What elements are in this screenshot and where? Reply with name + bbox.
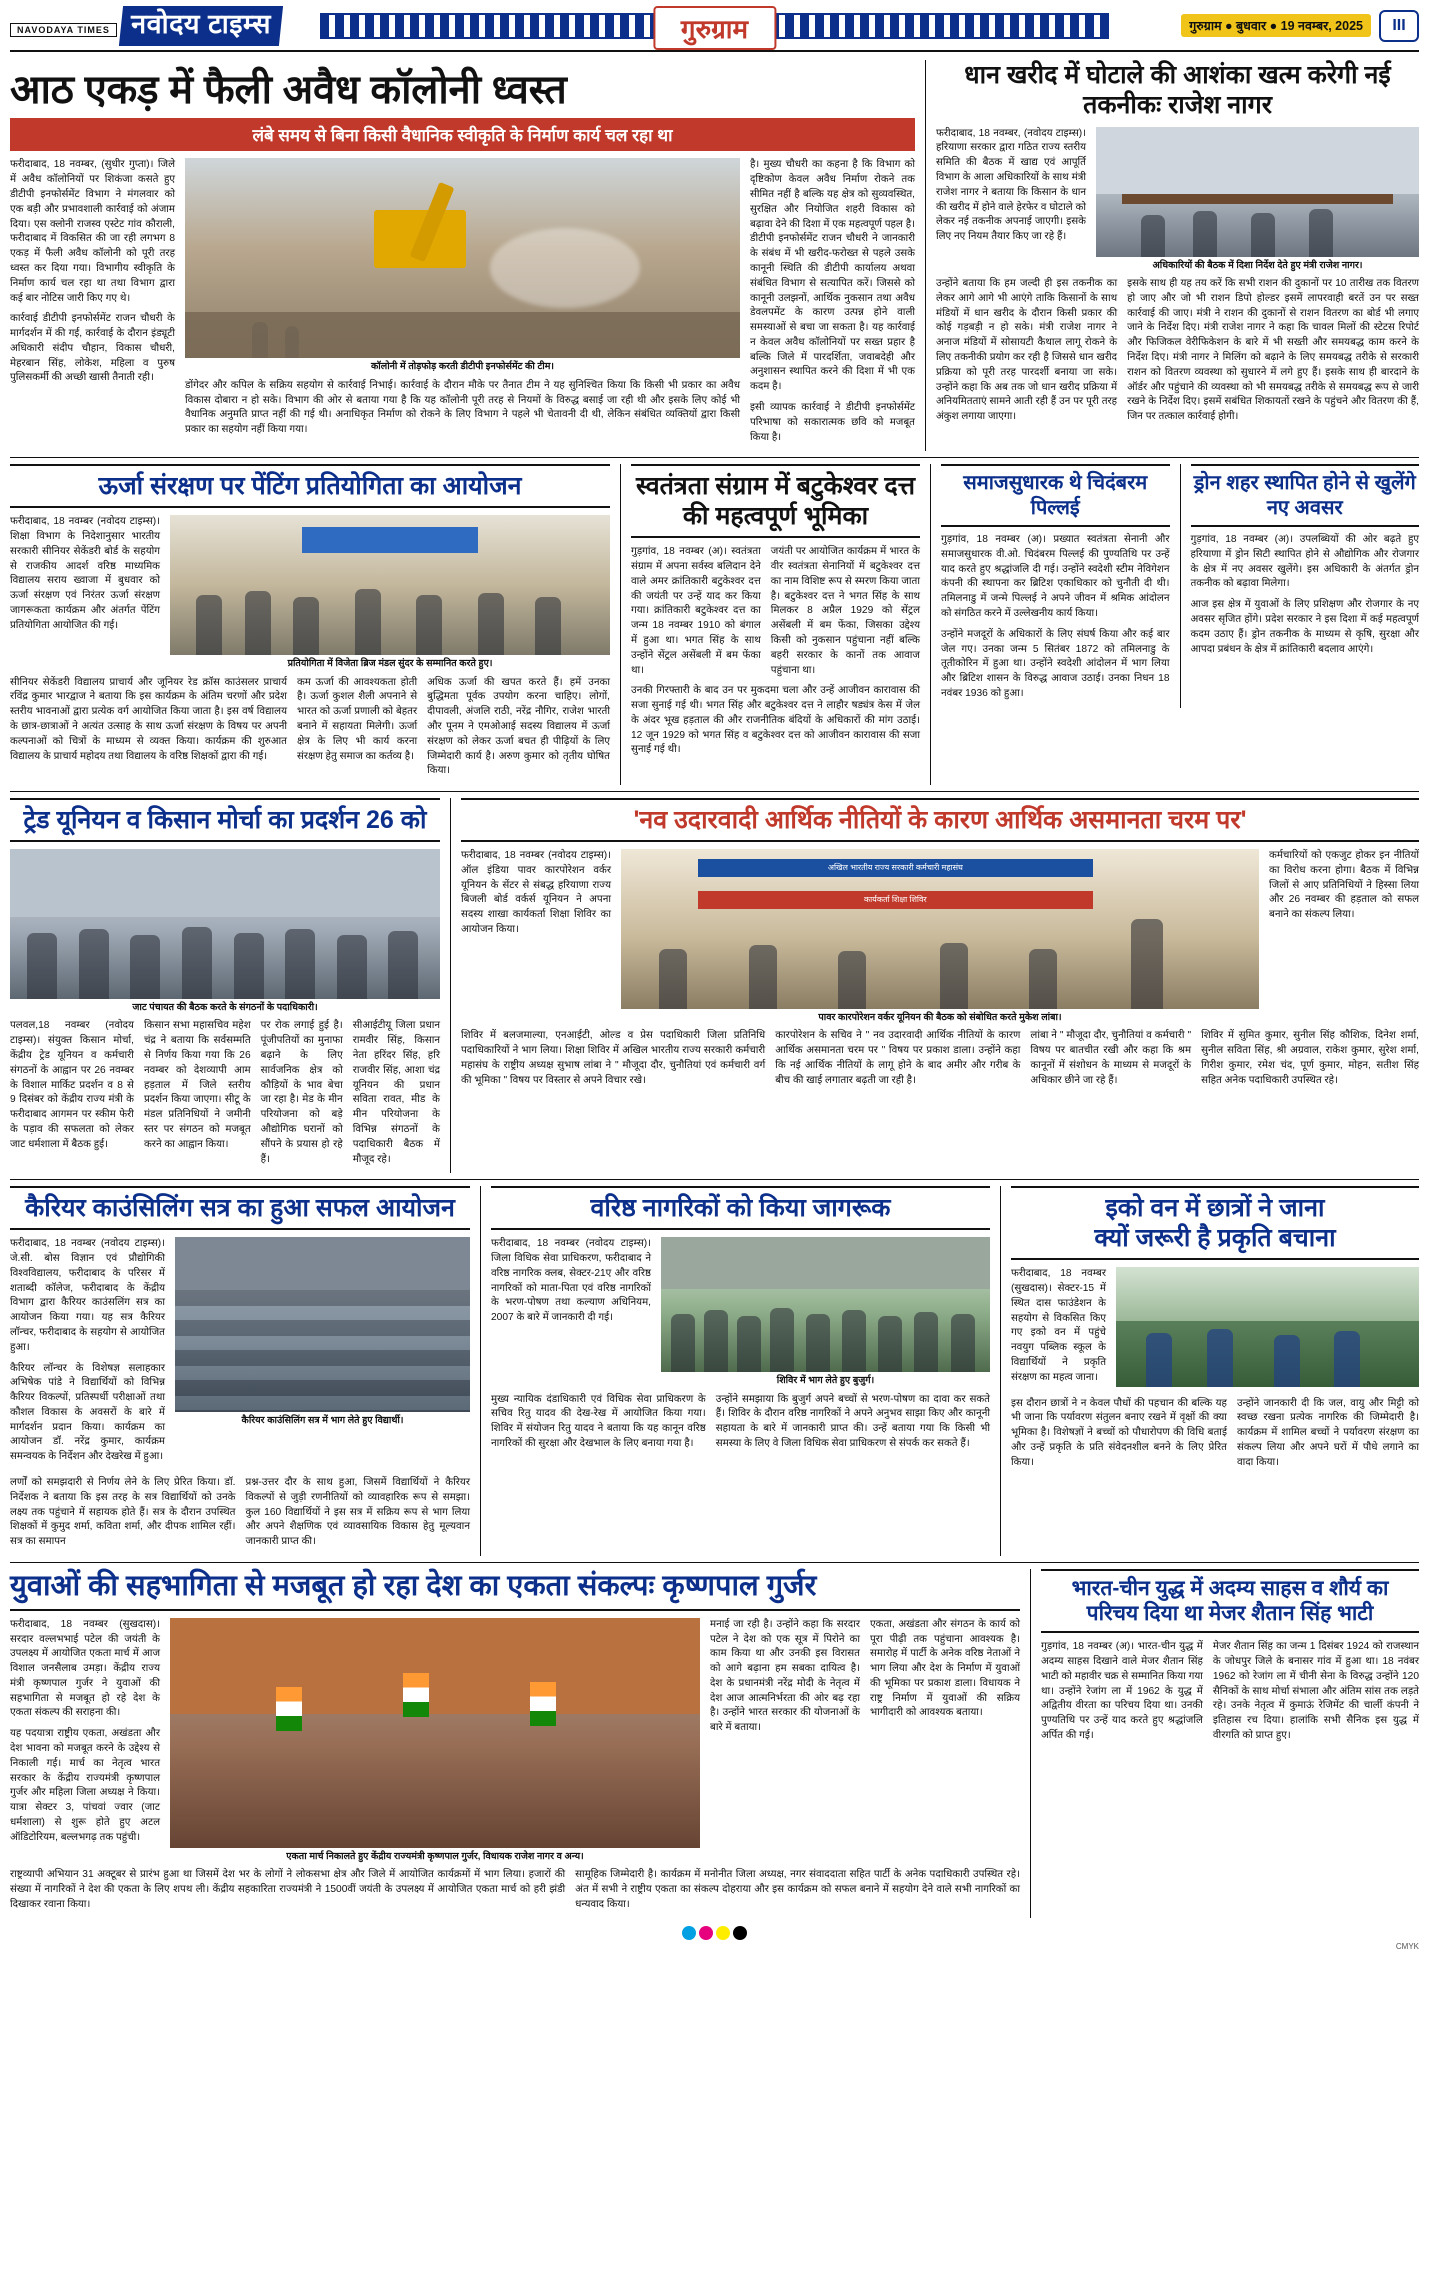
econ-para-3: कारपोरेशन के सचिव ने " नव उदारवादी आर्थिक नीतियों के कारण आर्थिक असमानता चरम पर " विषय पर प्रकाश डाला। उन्होंने कहा कि नई आर्थिक नीतियों के लागू होने के बाद अमीर और गरीब के बीच की खाई लगातार बढ़ती जा रही है। <box>775 1030 1021 1086</box>
dhan-para-2: उन्होंने बताया कि हम जल्दी ही इस तकनीक का लेकर आगे आगे भी आएंगे ताकि किसानों के साथ मंडियों में धान खरीद के दौरान किसी प्रकार की कोई गड़बड़ी न हो सके। मंत्री राजेश नागर ने अनाज मंडियों में सोसायटी कैथाल लागू रोकने के लिए तकनीकी प्रयोग कर रही है जिससे धान खरीद प्रक्रिया को पूरी तरह पारदर्शी बनाया जा सके। उन्होंने कहा कि अब तक जो धान खरीद प्रक्रिया में अनियमितताएं सामने आती रही हैं उन पर पूरी तरह अंकुश लगाया जाएगा। <box>936 278 1118 423</box>
union-photo-caption: जाट पंचायत की बैठक करते के संगठनों के पदाधिकारी। <box>132 1002 318 1014</box>
eco-para-1: फरीदाबाद, 18 नवम्बर (सुखदास)। सेक्टर-15 में स्थित दास फाउंडेशन के सहयोग से विकसित किए गए इको वन में पहुंचे नवयुग पब्लिक स्कूल के विद्यार्थियों ने प्रकृति संरक्षण का महत्व जाना। <box>1011 1268 1106 1383</box>
photo-person <box>130 935 160 999</box>
dhan-top <box>936 127 1419 272</box>
youth-col-6 <box>575 1868 1020 1918</box>
dutt-col-3 <box>631 684 920 758</box>
econ-col-6 <box>1201 1029 1419 1094</box>
photo-flag <box>530 1682 556 1726</box>
photo-person <box>806 1314 830 1372</box>
pillai-headline: समाजसुधारक थे चिदंबरम पिल्लई <box>941 464 1170 527</box>
painting-para-2: सीनियर सेकेंडरी विद्यालय प्राचार्य और जूनियर रेड क्रॉस काउंसलर प्राचार्य रविंद्र कुमार भारद्वाज ने बताया कि इस कार्यक्रम के अंतिम चरणों और प्रदेश स्तरीय भावनाओं द्वारा प्रत्येक वर्ग आयोजित किया जाता है। इस वर्ष विद्यालय के छात्र-छात्राओं ने अत्यंत उत्साह के साथ ऊर्जा संरक्षण के विषय पर अपनी कल्पनाओं को चित्रों के माध्यम से व्यक्त किया। कार्यक्रम की शुरुआत विद्यालय के प्राचार्य महोदय तथा विद्यालय के वरिष्ठ शिक्षकों द्वारा की गई। <box>10 676 287 762</box>
youth-para-1: फरीदाबाद, 18 नवम्बर (सुखदास)। सरदार वल्लभभाई पटेल की जयंती के उपलक्ष्य में आयोजित एकता मार्च में आज विशाल जनसैलाब उमड़ा। केंद्रीय राज्य मंत्री कृष्णपाल गुर्जर ने युवाओं की सहभागिता से मजबूत हो रहे देश के एकता संकल्प की सराहना की। <box>10 1618 160 1719</box>
row-four <box>10 1186 1419 1556</box>
econ-para-2: शिविर में बलजमाल्या, एनआईटी, ओल्ड व प्रेस पदाधिकारी जिला प्रतिनिधि पदाधिकारियों ने भाग लिया। शिक्षा शिविर में अखिल भारतीय राज्य सरकारी कर्मचारी महासंघ के राष्ट्रीय अध्यक्ष सुभाष लांबा ने " मौजूदा दौर, चुनौतियां एवं कर्मचारी वर्ग की भूमिका " विषय पर विस्तार से अपने विचार रखे। <box>461 1030 766 1086</box>
photo-student <box>1207 1329 1233 1387</box>
painting-col-2 <box>10 676 287 785</box>
career-top <box>10 1237 470 1471</box>
photo-rubble <box>185 312 740 358</box>
photo-person <box>878 1316 902 1372</box>
registration-label: CMYK <box>1395 1942 1419 1952</box>
painting-photo-block <box>170 515 610 670</box>
dutt-para-3: उनकी गिरफ्तारी के बाद उन पर मुकदमा चला और उन्हें आजीवन कारावास की सजा सुनाई गई थी। भगत सिंह और बटुकेश्वर दत्त ने लाहौर षड्यंत्र केस में जेल के अंदर भूख हड़ताल की और राजनीतिक बंदियों के अधिकारों की मांग उठाई। 12 जून 1929 को भगत सिंह व बटुकेश्वर दत्त को आजीवन कारावास की सजा सुनाई गई थी। <box>631 685 920 756</box>
senior-col-1 <box>491 1237 651 1387</box>
photo-person <box>749 945 777 1009</box>
photo-person <box>416 595 442 655</box>
photo-backdrop <box>175 1237 470 1290</box>
row-two <box>10 464 1419 785</box>
eco-top <box>1011 1267 1419 1391</box>
painting-headline: ऊर्जा संरक्षण पर पेंटिंग प्रतियोगिता का आयोजन <box>10 464 610 508</box>
divider <box>10 1562 1419 1563</box>
career-photo-caption: कैरियर काउंसिलिंग सत्र में भाग लेते हुए विद्यार्थी। <box>241 1415 404 1427</box>
dhan-headline: धान खरीद में घोटाले की आशंका खत्म करेगी नई तकनीकः राजेश नागर <box>964 60 1391 119</box>
youth-col-5 <box>870 1618 1020 1863</box>
top-zone <box>10 60 1419 452</box>
photo-wall <box>10 849 440 917</box>
photo-person <box>838 951 866 1009</box>
career-photo-block <box>175 1237 470 1471</box>
youth-photo-caption: एकता मार्च निकालते हुए केंद्रीय राज्यमंत्री कृष्णपाल गुर्जर, विधायक राजेश नागर व अन्य। <box>286 1850 584 1862</box>
eco-para-2: इस दौरान छात्रों ने न केवल पौधों की पहचान की बल्कि यह भी जाना कि पर्यावरण संतुलन बनाए रखने में वृक्षों की क्या भूमिका है। विशेषज्ञों ने बच्चों को पौधारोपण की विधि बताई और उन्हें प्रकृति के प्रति संवेदनशील बनने के लिए प्रेरित किया। <box>1011 1397 1227 1468</box>
photo-student <box>1334 1331 1360 1387</box>
senior-top <box>491 1237 990 1387</box>
econ-col-3 <box>775 1029 1020 1094</box>
war-headline-line2: परिचय दिया था मेजर शैतान सिंह भाटी <box>1086 1602 1374 1626</box>
photo-person <box>535 597 561 655</box>
dhan-col-2 <box>936 277 1117 431</box>
dhan-body <box>936 277 1419 431</box>
lead-photo-caption: कॉलोनी में तोड़फोड़ करती डीटीपी इनफोर्समेंट की टीम। <box>371 361 554 373</box>
senior-para-2: मुख्य न्यायिक दंडाधिकारी एवं विधिक सेवा प्राधिकरण के सचिव रितु यादव की देख-रेख में आयोजित किया गया। शिविर में संयोजन रितु यादव ने बताया कि यह कानून वरिष्ठ नागरिकों की सुरक्षा और देखभाल के लिए बनाया गया है। <box>491 1393 706 1449</box>
econ-col-4 <box>1030 1029 1191 1094</box>
eco-headline-line2: क्यों जरूरी है प्रकृति बचाना <box>1094 1224 1336 1253</box>
eco-col-1 <box>1011 1267 1106 1391</box>
senior-body <box>491 1393 990 1458</box>
senior-headline: वरिष्ठ नागरिकों को किया जागरूक <box>491 1186 990 1230</box>
pillai-para-2: उन्होंने मजदूरों के अधिकारों के लिए संघर्ष किया और कई बार जेल गए। उनका जन्म 5 सितंबर 1872 को तमिलनाडु के तूतीकोरिन में हुआ था। उन्होंने स्वदेशी आंदोलन में भाग लिया और ब्रिटिश शासन के विरुद्ध आवाज उठाई। उनका निधन 18 नवंबर 1936 को हुआ। <box>941 628 1170 699</box>
photo-person <box>196 595 222 655</box>
career-headline: कैरियर काउंसिलिंग सत्र का हुआ सफल आयोजन <box>10 1186 470 1230</box>
youth-top <box>10 1618 1020 1863</box>
divider <box>10 1179 1419 1180</box>
photo-person <box>1309 209 1333 257</box>
painting-col-4 <box>427 676 610 785</box>
photo-person <box>245 591 271 655</box>
career-para-2: कैरियर लॉन्चर के विशेषज्ञ सलाहकार अभिषेक पांडे ने विद्यार्थियों को विभिन्न कैरियर विकल्पों, प्रतिस्पर्धी परीक्षाओं तथा कौशल विकास के अवसरों के बारे में मार्गदर्शन प्रदान किया। कार्यक्रम का आयोजन डॉ. नरेंद्र कुमार, कार्यक्रम समन्वयक के निर्देशन और देखरेख में हुआ। <box>10 1362 165 1463</box>
war-col-2 <box>1213 1640 1419 1749</box>
youth-para-4: मनाई जा रही है। उन्होंने कहा कि सरदार पटेल ने देश को एक सूत्र में पिरोने का काम किया था और उनकी इस विरासत को आगे बढ़ाना हम सबका दायित्व है। देश के प्रधानमंत्री नरेंद्र मोदी के नेतृत्व में देश आज आत्मनिर्भरता की ओर बढ़ रहा है। उन्होंने भारत सरकार की योजनाओं के बारे में बताया। <box>710 1618 860 1734</box>
photo-person <box>1141 215 1165 257</box>
painting-col-1 <box>10 515 160 670</box>
photo-person <box>27 933 57 999</box>
eco-photo-block <box>1116 1267 1419 1391</box>
union-body <box>10 1019 440 1173</box>
divider <box>10 457 1419 458</box>
photo-person <box>704 1310 728 1372</box>
photo-person <box>659 949 687 1009</box>
painting-para-4: अधिक ऊर्जा की खपत करते हैं। हमें उनका बुद्धिमता पूर्वक उपयोग करना चाहिए। लोगों, दीपावली, अंजलि राठी, नरेंद्र नौगिर, राजेश भारती और पूनम ने एमओआई सदस्य विद्यालय में ऊर्जा संरक्षण को लेकर ऊर्जा बचत ही पीढ़ियों के लिए जिम्मेदारी कार्य है। अरुण कुमार को तृतीय घोषित किया। <box>427 676 610 777</box>
union-para-4: सीआईटीयू जिला प्रधान रामवीर सिंह, किसान नेता हरिंदर सिंह, हरि राजवीर सिंह, आशा चंद्र यूनियन की प्रधान सविता रावत, मीड के मीन परियोजना के विभिन्न संगठनों के पदाधिकारी बैठक में मौजूद रहे। <box>352 1020 441 1165</box>
photo-banner-line1: अखिल भारतीय राज्य सरकारी कर्मचारी महासंघ <box>698 859 1094 877</box>
career-col-4 <box>245 1476 470 1556</box>
lead-body <box>10 158 915 451</box>
photo-building <box>170 1618 700 1715</box>
econ-story <box>450 798 1419 1173</box>
econ-para-5: कर्मचारियों को एकजुट होकर इन नीतियों का विरोध करना होगा। बैठक में विभिन्न जिलों से आए प्रतिनिधियों ने हिस्सा लिया और 26 नवम्बर की हड़ताल को सफल बनाने का संकल्प लिया। <box>1269 850 1419 921</box>
dutt-story <box>620 464 920 785</box>
pillai-col-2 <box>941 628 1170 702</box>
row-five <box>10 1569 1419 1918</box>
photo-person <box>388 931 418 999</box>
eco-col-2 <box>1011 1397 1227 1477</box>
lead-headline: आठ एकड़ में फैली अवैध कॉलोनी ध्वस्त <box>10 67 567 112</box>
photo-person <box>770 1308 794 1372</box>
career-story <box>10 1186 470 1556</box>
dhan-col-1 <box>936 127 1086 272</box>
photo-person <box>293 597 319 655</box>
pillai-col-1 <box>941 533 1170 622</box>
photo-person <box>1193 211 1217 257</box>
photo-dust <box>490 228 640 308</box>
photo-person <box>1251 213 1275 257</box>
painting-body <box>10 676 610 785</box>
color-registration-bar <box>10 1926 1419 1940</box>
masthead-left <box>10 6 310 46</box>
senior-para-3: उन्होंने समझाया कि बुजुर्ग अपने बच्चों से भरण-पोषण का दावा कर सकते हैं। शिविर के दौरान वरिष्ठ नागरिकों ने अपने अनुभव साझा किए और कानूनी सहायता के बारे में जानकारी प्राप्त की। उन्हें बताया गया कि किसी भी समस्या के लिए वे जिला विधिक सेवा प्राधिकरण से संपर्क कर सकते हैं। <box>715 1393 990 1449</box>
dhan-photo-caption: अधिकारियों की बैठक में दिशा निर्देश देते हुए मंत्री राजेश नागर। <box>1152 259 1363 271</box>
eco-story <box>1000 1186 1419 1556</box>
painting-photo <box>170 515 610 655</box>
dutt-para-2: जयंती पर आयोजित कार्यक्रम में भारत के वीर स्वतंत्रता सेनानियों में बटुकेश्वर दत्त का नाम विशिष्ट रूप से स्मरण किया जाता है। बटुकेश्वर दत्त ने भगत सिंह के साथ मिलकर 8 अप्रैल 1929 को सेंट्रल असेंबली में बम फेंका, जिसका उद्देश्य किसी को नुकसान पहुंचाना नहीं बल्कि बहरी सरकार के कानों तक आवाज पहुंचाना था। <box>770 546 920 676</box>
dhan-col-3 <box>1127 277 1419 431</box>
youth-para-2: यह पदयात्रा राष्ट्रीय एकता, अखंडता और देश भावना को मजबूत करने के उद्देश्य से निकाली गई। मार्च का नेतृत्व भारत सरकार के केंद्रीय राज्यमंत्री कृष्णपाल गुर्जर और महिला जिला अध्यक्ष ने किया। यात्रा सेक्टर 3, पांचवां ज्वार (जाट धर्मशाला) से शुरू होते हुए अटल ऑडिटोरियम, बल्लभगढ़ तक पहुंची। <box>10 1728 160 1843</box>
career-photo <box>175 1237 470 1412</box>
career-para-3: लर्णों को समझदारी से निर्णय लेने के लिए प्रेरित किया। डॉ. निर्देशक ने बताया कि इस तरह के सत्र विद्यार्थियों को उनके लक्ष्य तक पहुंचाने में सहायक होते हैं। सत्र के दौरान उपस्थित शिक्षकों में कुमुद शर्मा, कविता शर्मा, और दीपक शामिल रहीं। सत्र का समापन <box>10 1477 236 1548</box>
dhan-story <box>925 60 1419 452</box>
drone-col-2 <box>1191 598 1420 657</box>
youth-para-3: राष्ट्रव्यापी अभियान 31 अक्टूबर से प्रारंभ हुआ था जिसमें देश भर के लोगों ने लोकसभा क्षेत्र और जिले में आयोजित कार्यक्रमों में भाग लिया। हजारों की संख्या में नागरिकों ने देश की एकता के लिए शपथ ली। केंद्रीय सहकारिता राज्यमंत्री ने 1500वीं जयंती के उपलक्ष्य में आयोजित एकता मार्च को हरी झंडी दिखाकर रवाना किया। <box>10 1869 566 1910</box>
masthead-stripes <box>320 13 1109 44</box>
union-photo <box>10 849 440 999</box>
union-col-4 <box>353 1019 440 1173</box>
lead-col-3 <box>750 158 915 451</box>
photo-crowd <box>170 1714 700 1847</box>
union-para-2: किसान सभा महासचिव महेश चंद्र ने बताया कि सर्वसम्मति से निर्णय किया गया कि 26 नवम्बर को देशव्यापी आम हड़ताल में जिले स्तरीय प्रदर्शन किया जाएगा। सीटू के मंडल प्रतिनिधियों ने जमीनी स्तर पर संगठन को मजबूत करने का आह्वान किया। <box>143 1020 251 1150</box>
lead-story <box>10 60 915 452</box>
lead-col-2 <box>185 379 740 438</box>
career-para-4: प्रश्न-उत्तर दौर के साथ हुआ, जिसमें विद्यार्थियों ने कैरियर विकल्पों से जुड़ी रणनीतियों को व्यावहारिक रूप से समझा। कुल 160 विद्यार्थियों ने इस सत्र में सक्रिय रूप से भाग लिया और अपने शैक्षणिक एवं व्यावसायिक विकास हेतु मूल्यवान जानकारी प्राप्त की। <box>245 1477 470 1548</box>
drone-para-2: आज इस क्षेत्र में युवाओं के लिए प्रशिक्षण और रोजगार के नए अवसर सृजित होंगे। प्रदेश सरकार ने इस दिशा में कई महत्वपूर्ण कदम उठाए हैं। ड्रोन तकनीक के माध्यम से कृषि, सुरक्षा और आपदा प्रबंधन के क्षेत्र में क्रांतिकारी बदलाव आएंगे। <box>1190 599 1419 655</box>
photo-audience <box>175 1290 470 1413</box>
war-para-1: गुड़गांव, 18 नवम्बर (अ)। भारत-चीन युद्ध में अदम्य साहस दिखाने वाले मेजर शैतान सिंह भाटी को महावीर चक्र से सम्मानित किया गया था। उन्होंने रेजांग ला में 1962 के युद्ध में अद्वितीय वीरता का परिचय दिया था। उनकी पुण्यतिथि पर उन्हें याद करते हुए श्रद्धांजलि अर्पित की गई। <box>1041 1641 1203 1741</box>
pillai-para-1: गुड़गांव, 18 नवम्बर (अ)। प्रख्यात स्वतंत्रता सेनानी और समाजसुधारक वी.ओ. चिदंबरम पिल्लई की पुण्यतिथि पर उन्हें याद करते हुए श्रद्धांजलि दी गई। उन्होंने स्वदेशी स्टीम नेविगेशन कंपनी की स्थापना कर ब्रिटिश एकाधिकार को चुनौती दी थी। तमिलनाडु में जन्मे पिल्लई ने अपने जीवन में श्रमिक आंदोलन को संगठित करने में उल्लेखनीय कार्य किया। <box>941 534 1170 620</box>
career-body <box>10 1476 470 1556</box>
dhan-photo <box>1096 127 1419 257</box>
econ-col-1 <box>461 849 611 1024</box>
photo-flag <box>403 1673 429 1717</box>
union-col-1 <box>10 1019 134 1173</box>
photo-person <box>79 929 109 999</box>
career-para-1: फरीदाबाद, 18 नवम्बर (नवोदय टाइम्स)। जे.सी. बोस विज्ञान एवं प्रौद्योगिकी विश्वविद्यालय, फरीदाबाद के परिसर में शताब्दी कॉलेज, फरीदाबाद के केंद्रीय विभाग द्वारा कैरियर काउंसलिंग सत्र का आयोजन किया गया। यह सत्र कैरियर लॉन्चर, फरीदाबाद के सहयोग से आयोजित हुआ। <box>10 1238 165 1353</box>
econ-body <box>461 1029 1419 1094</box>
photo-speaker <box>1131 919 1163 1009</box>
drone-story <box>1180 464 1420 707</box>
lead-para-4: इसी व्यापक कार्रवाई ने डीटीपी इनफोर्समेंट परिभाषा को सकारात्मक छवि को मजबूत किया है। <box>750 401 915 443</box>
edition-date: गुरुग्राम ● बुधवार ● 19 नवम्बर, 2025 <box>1181 14 1371 37</box>
color-dot-yellow <box>716 1926 730 1940</box>
youth-photo <box>170 1618 700 1848</box>
photo-person <box>914 1312 938 1372</box>
war-body <box>1041 1640 1419 1749</box>
senior-story <box>480 1186 990 1556</box>
youth-col-1 <box>10 1618 160 1863</box>
career-col-1 <box>10 1237 165 1471</box>
lead-para-3: है। मुख्य चौधरी का कहना है कि विभाग को दृष्टिकोण केवल अवैध निर्माण रोकने तक सीमित नहीं है बल्कि यह क्षेत्र को सुव्यवस्थित, सुरक्षित और नियोजित शहरी विकास को बढ़ावा देने की दिशा में एक महत्वपूर्ण पहल है। डीटीपी इनफोर्समेंट राजन चौधरी ने जानकारी के संबंध में भी खरीद-फरोख्त से पहले उसके कानूनी स्थिति की डीटीपी कार्यालय अथवा संबंधित विभाग से सत्यापित करें। जिससे को कानूनी उलझनों, आर्थिक नुकसान तथा अवैध डेवलपमेंट के कारण उत्पन्न होने वाली समस्याओं से बचा जा सकता है। यह कार्रवाई न केवल अवैध कॉलोनियों पर सख्त प्रहार है बल्कि जिले में पारदर्शिता, जवाबदेही और अनुशासन स्थापित करने की दिशा में भी एक कदम है। <box>750 159 915 393</box>
youth-photo-block <box>170 1618 700 1863</box>
photo-person <box>842 1310 866 1372</box>
union-headline: ट्रेड यूनियन व किसान मोर्चा का प्रदर्शन 26 को <box>10 798 440 842</box>
union-story <box>10 798 440 1173</box>
lead-col-1 <box>10 158 175 451</box>
youth-para-5: एकता, अखंडता और संगठन के कार्य को पूरा पीढ़ी तक पहुंचाना आवश्यक है। समारोह में पार्टी के अनेक वरिष्ठ नेताओं ने भाग लिया और देश के निर्माण में युवाओं की भूमिका पर प्रकाश डाला। विधायक ने राष्ट्र निर्माण में युवाओं की सक्रिय भागीदारी को आवश्यक बताया। <box>870 1618 1020 1719</box>
lead-para-1: फरीदाबाद, 18 नवम्बर, (सुधीर गुप्ता)। जिले में अवैध कॉलोनियों पर शिकंजा कसते हुए डीटीपी इनफोर्समेंट विभाग ने मंगलवार को एक बड़ी और प्रभावशाली कार्रवाई को अंजाम दिया। एस क्लोनी राजस्व एस्टेट गांव कौराली, फरीदाबाद में विकसित की जा रही लगभग 8 एकड़ में फैली अवैध कॉलोनी को पूरी तरह ध्वस्त कर दिया गया। विभागीय स्वीकृति के निर्माण कार्य चल रहा था तथा विभाग द्वारा कई बार नोटिस जारी किए गए थे। <box>10 159 175 304</box>
war-headline <box>1041 1569 1419 1633</box>
eco-headline-line1: इको वन में छात्रों ने जाना <box>1105 1194 1325 1223</box>
youth-col-4 <box>710 1618 860 1863</box>
painting-col-3 <box>297 676 417 785</box>
photo-banner <box>302 527 478 553</box>
dutt-body <box>631 545 920 684</box>
youth-para-6: सामूहिक जिम्मेदारी है। कार्यक्रम में मनोनीत जिला अध्यक्ष, नगर संवाददाता सहित पार्टी के अनेक पदाधिकारी उपस्थित रहे। अंत में सभी ने राष्ट्रीय एकता का संकल्प दोहराया और इस कार्यक्रम को सफल बनाने में सहयोग देने वाले सभी नागरिकों का धन्यवाद किया। <box>575 1869 1020 1910</box>
senior-photo-block <box>661 1237 990 1387</box>
war-story <box>1030 1569 1419 1918</box>
econ-photo <box>621 849 1259 1009</box>
econ-para-6: शिविर में सुमित कुमार, सुनील सिंह कौशिक, दिनेश शर्मा, सुनील सविता सिंह, श्री अग्रवाल, राकेश कुमार, सुरेश शर्मा, गिरीश कुमार, रमेश चंद, पूर्ण कुमार, मोहन, सतीश सिंह सहित अनेक पदाधिकारी उपस्थित रहे। <box>1201 1030 1419 1086</box>
drone-para-1: गुड़गांव, 18 नवम्बर (अ)। उपलब्धियों की ओर बढ़ते हुए हरियाणा में ड्रोन सिटी स्थापित होने से औद्योगिक और रोजगार के क्षेत्र में नए अवसर खुलेंगे। इस अधिकारी के अंतर्गत ड्रोन तकनीक को बढ़ावा मिलेगा। <box>1190 534 1419 590</box>
painting-top <box>10 515 610 670</box>
photo-person <box>182 927 212 999</box>
senior-col-2 <box>491 1393 706 1458</box>
youth-story <box>10 1569 1020 1918</box>
painting-photo-caption: प्रतियोगिता में विजेता ब्रिज मंडल सुंदर के सम्मानित करते हुए। <box>287 658 493 670</box>
dutt-col-2 <box>771 545 920 684</box>
photo-student <box>1274 1335 1300 1387</box>
masthead-kicker: NAVODAYA TIMES <box>10 23 117 37</box>
painting-para-3: कम ऊर्जा की आवश्यकता होती है। ऊर्जा कुशल शैली अपनाने से भारत को ऊर्जा प्रणाली को बेहतर बनाने में सहायता मिलेगी। ऊर्जा क्षेत्र के लिए भी कार्य करना संरक्षण हेतु समाज का कर्तव्य है। <box>296 676 418 762</box>
photo-wall <box>1096 127 1419 195</box>
career-col-3 <box>10 1476 235 1556</box>
drone-headline: ड्रोन शहर स्थापित होने से खुलेंगे नए अवसर <box>1191 464 1420 527</box>
color-dot-cyan <box>682 1926 696 1940</box>
masthead-logo <box>119 6 283 46</box>
senior-photo-caption: शिविर में भाग लेते हुए बुजुर्ग। <box>776 1375 875 1387</box>
lead-subhead: लंबे समय से बिना किसी वैधानिक स्वीकृति के निर्माण कार्य चल रहा था <box>10 118 915 151</box>
union-col-3 <box>261 1019 343 1173</box>
econ-para-1: फरीदाबाद, 18 नवम्बर (नवोदय टाइम्स)। ऑल इंडिया पावर कारपोरेशन वर्कर यूनियन के सेंटर से संबद्ध हरियाणा राज्य बिजली बोर्ड वर्कर्स यूनियन ने अपना सदस्य शाखा कार्यकर्ता शिक्षा शिविर का आयोजन किया। <box>461 850 611 936</box>
photo-banner-line2: कार्यकर्ता शिक्षा शिविर <box>698 891 1094 909</box>
photo-flag <box>276 1687 302 1731</box>
drone-col-1 <box>1191 533 1420 592</box>
photo-person <box>737 1316 761 1372</box>
briefs-row <box>941 464 1419 707</box>
page-number-badge: III <box>1379 10 1419 42</box>
masthead-logo-text: नवोदय टाइम्स <box>131 9 272 39</box>
divider <box>10 791 1419 792</box>
eco-col-3 <box>1237 1397 1419 1477</box>
photo-person <box>671 1314 695 1372</box>
dutt-headline: स्वतंत्रता संग्राम में बटुकेश्वर दत्त की महत्वपूर्ण भूमिका <box>631 464 920 538</box>
econ-headline: 'नव उदारवादी आर्थिक नीतियों के कारण आर्थिक असमानता चरम पर' <box>461 798 1419 842</box>
war-col-1 <box>1041 1640 1203 1749</box>
union-para-3: पर रोक लगाई हुई है। पूंजीपतियों का मुनाफा बढ़ाने के लिए सार्वजनिक क्षेत्र को कौड़ियों के भाव बेचा जा रहा है। मेड के मीन परियोजना को बड़े औद्योगिक घरानों को सौंपने के प्रयास हो रहे हैं। <box>260 1020 343 1165</box>
dhan-photo-block <box>1096 127 1419 272</box>
section-name: गुरुग्राम <box>653 6 776 50</box>
eco-photo <box>1116 1267 1419 1387</box>
photo-person <box>234 933 264 999</box>
youth-body <box>10 1868 1020 1918</box>
senior-photo <box>661 1237 990 1372</box>
color-dot-black <box>733 1926 747 1940</box>
econ-photo-caption: पावर कारपोरेशन वर्कर यूनियन की बैठक को संबोधित करते मुकेश लांबा। <box>818 1012 1062 1024</box>
lead-photo <box>185 158 740 358</box>
lead-photo-block <box>185 158 740 451</box>
painting-story <box>10 464 610 785</box>
lead-para-1b: कार्रवाई डीटीपी इनफोर्समेंट राजन चौधरी के मार्गदर्शन में की गई, कार्रवाई के दौरान इंड्यूटी अधिकारी संदीप चौहान, विकास चौधरी, मेहरबान सिंह, लोकेश, महिला व पुरुष पुलिसकर्मी की अच्छी खासी तैनाती रही। <box>10 313 175 384</box>
color-dot-magenta <box>699 1926 713 1940</box>
photo-person <box>940 943 968 1009</box>
photo-person <box>355 589 381 655</box>
senior-col-3 <box>716 1393 990 1458</box>
masthead-center <box>320 13 1109 44</box>
union-col-2 <box>144 1019 251 1173</box>
econ-photo-block <box>621 849 1259 1024</box>
sidebar-briefs <box>930 464 1419 785</box>
eco-headline <box>1011 1186 1419 1260</box>
photo-table <box>1122 194 1393 204</box>
lead-para-2: डोंगेदर और कपिल के सक्रिय सहयोग से कार्रवाई निभाई। कार्रवाई के दौरान मौके पर तैनात टीम ने यह सुनिश्चित किया कि किसी भी प्रकार का अवैध विकास दोबारा न हो सके। विभाग की ओर से बताया गया है कि यह कॉलोनी पूरी तरह से नियमों के विरुद्ध बसाई जा रही थी और इसके लिए कोई भी वैधानिक अनुमति प्राप्त नहीं की गई थी। अनाधिकृत निर्माण को रोकने के लिए विभाग ने पहले भी चेतावनी दी थी, लेकिन संबंधित व्यक्तियों द्वारा किसी प्रकार का सहयोग नहीं किया गया। <box>185 379 740 436</box>
pillai-story <box>941 464 1170 707</box>
row-three <box>10 798 1419 1173</box>
dhan-para-1: फरीदाबाद, 18 नवम्बर, (नवोदय टाइम्स)। हरियाणा सरकार द्वारा गठित राज्य स्तरीय समिति की बैठक में खाद्य एवं आपूर्ति विभाग के आला अधिकारियों के साथ मंत्री राजेश नागर ने बताया कि किसान के धान की खरीद में होने वाले हेरफेर व घोटाले को लेकर नई तकनीक अपनाई जाएगी। इसके लिए नए नियम तैयार किए जा रहे हैं। <box>936 127 1086 243</box>
dutt-para-1: गुड़गांव, 18 नवम्बर (अ)। स्वतंत्रता संग्राम में अपना सर्वस्व बलिदान देने वाले अमर क्रांतिकारी बटुकेश्वर दत्त की जयंती पर उन्हें याद कर किया गया। क्रांतिकारी बटुकेश्वर दत्त का जन्म 18 नवम्बर 1910 को बंगाल में हुआ था। भगत सिंह के साथ उन्होंने सेंट्रल असेंबली में बम फेंका था। <box>631 546 761 676</box>
photo-student <box>1146 1333 1172 1387</box>
econ-top <box>461 849 1419 1024</box>
youth-headline: युवाओं की सहभागिता से मजबूत हो रहा देश का एकता संकल्पः कृष्णपाल गुर्जर <box>10 1569 1020 1611</box>
econ-col-2 <box>461 1029 765 1094</box>
war-para-2: मेजर शैतान सिंह का जन्म 1 दिसंबर 1924 को राजस्थान के जोधपुर जिले के बनासर गांव में हुआ था। 18 नवंबर 1962 को रेजांग ला में चीनी सेना के विरुद्ध उन्होंने 120 सैनिकों के साथ मोर्चा संभाला और अंतिम सांस तक लड़ते रहे। उनके नेतृत्व में कुमाऊं रेजिमेंट की चार्ली कंपनी ने इतिहास रच दिया। हालांकि सभी सैनिक इस युद्ध में वीरगति को प्राप्त हुए। <box>1212 1641 1419 1741</box>
photo-wall <box>661 1237 990 1288</box>
photo-person <box>1029 949 1057 1009</box>
war-headline-line1: भारत-चीन युद्ध में अदम्य साहस व शौर्य का <box>1071 1576 1389 1600</box>
photo-person <box>951 1314 975 1372</box>
dutt-col-1 <box>631 545 761 684</box>
photo-person <box>337 935 367 999</box>
union-para-1: पलवल,18 नवम्बर (नवोदय टाइम्स)। संयुक्त किसान मोर्चा, केंद्रीय ट्रेड यूनियन व कर्मचारी संगठनों के आह्वान पर 26 नवम्बर के विशाल मार्किट प्रदर्शन व 8 से 9 दिसंबर को केंद्रीय राज्य मंत्री के फरीदाबाद आगमन पर स्कीम फेरी के पड़ाव की सफलता को लेकर जाट धर्मशाला में बैठक हुई। <box>10 1020 134 1150</box>
painting-para-1: फरीदाबाद, 18 नवम्बर (नवोदय टाइम्स)। शिक्षा विभाग के निदेशानुसार भारतीय सरकारी सीनियर सेकेंडरी बोर्ड के सहयोग से राजकीय आदर्श वरिष्ठ माध्यमिक विद्यालय सराय ख्वाजा में बुधवार को ऊर्जा संरक्षण एवं निरंतर ऊर्जा संरक्षण जागरूकता कार्यक्रम और अंतर्गत पेंटिंग प्रतियोगिता आयोजित की गई। <box>10 516 160 631</box>
photo-person <box>478 593 504 655</box>
youth-col-3 <box>10 1868 565 1918</box>
masthead-right <box>1119 10 1419 42</box>
econ-para-4: लांबा ने " मौजूदा दौर, चुनौतियां व कर्मचारी " विषय पर बातचीत रखी और कहा कि श्रम कानूनों में संशोधन के माध्यम से मजदूरों के अधिकार छीने जा रहे हैं। <box>1030 1030 1192 1086</box>
masthead <box>10 6 1419 52</box>
eco-para-3: उन्होंने जानकारी दी कि जल, वायु और मिट्टी को स्वच्छ रखना प्रत्येक नागरिक की जिम्मेदारी है। कार्यक्रम में शामिल बच्चों ने पर्यावरण संरक्षण का संकल्प लिया और अपने घरों में पौधे लगाने का वादा किया। <box>1236 1397 1419 1468</box>
senior-para-1: फरीदाबाद, 18 नवम्बर (नवोदय टाइम्स)। जिला विधिक सेवा प्राधिकरण, फरीदाबाद ने वरिष्ठ नागरिक क्लब, सेक्टर-21ए और वरिष्ठ नागरिकों को माता-पिता एवं वरिष्ठ नागरिकों के भरण-पोषण तथा कल्याण अधिनियम, 2007 के बारे में जानकारी दी गई। <box>491 1238 651 1324</box>
eco-body <box>1011 1397 1419 1477</box>
econ-col-5 <box>1269 849 1419 1024</box>
dhan-para-3: इसके साथ ही यह तय करें कि सभी राशन की दुकानों पर 10 तारीख तक वितरण हो जाए और जो भी राशन डिपो होल्डर इसमें लापरवाही बरतें उन पर सख्त कार्रवाई की जाए। मंत्री ने राशन की दुकानों से राशन वितरण का बोर्ड भी लगाए जाने के निर्देश दिए। मंत्री राजेश नागर ने कहा कि चावल मिलों की स्टेटस रिपोर्ट और फिजिकल वेरीफिकेशन के बारे में भी सख्ती और समयबद्ध काम करने के निर्देश दिए। मंत्री नागर ने मिलिंग को बढ़ाने के लिए समयबद्ध तरीके से सरकारी राशन को वितरण व्यवस्था को सुधारने में लगे हुए हैं। इसके साथ ही बारदाने के ऑर्डर और पहुंचाने की व्यवस्था को भी समयबद्ध तरीके से समयबद्ध रूप से जारी रखने के निर्देश दिए। इसमें सबंधित शिकायतों रखने के पहुंचने और वितरण की हैं, जिन पर तत्काल कार्रवाई होगी। <box>1127 278 1419 423</box>
photo-person <box>285 929 315 999</box>
